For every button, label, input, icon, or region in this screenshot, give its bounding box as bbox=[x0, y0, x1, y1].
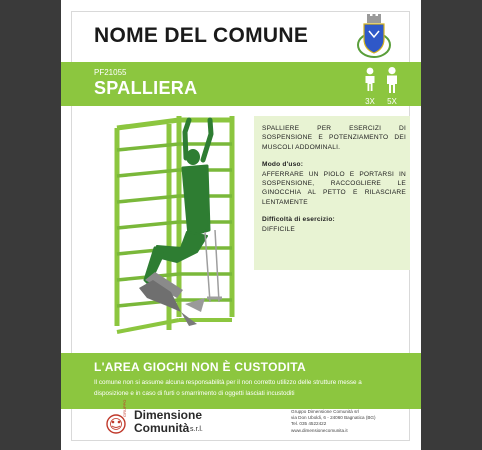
contact-line: www.dimensionecomunita.it bbox=[291, 427, 348, 433]
warning-title: L'AREA GIOCHI NON È CUSTODITA bbox=[94, 360, 307, 374]
age-3-indicator bbox=[359, 63, 381, 107]
brand-suffix: s.r.l. bbox=[190, 426, 203, 433]
brand-name-line2: Comunità bbox=[134, 421, 190, 435]
municipal-crest-icon bbox=[357, 13, 391, 59]
company-contacts bbox=[291, 409, 376, 434]
age-5-label: 5X bbox=[387, 97, 397, 106]
child-icon bbox=[362, 66, 378, 92]
usage-title: Modo d'uso: bbox=[262, 161, 304, 169]
brand-name-line1: Dimensione bbox=[134, 408, 203, 422]
contact-line: Gruppo Dimensione Comunità srl bbox=[291, 409, 359, 414]
product-name: SPALLIERA bbox=[94, 78, 198, 98]
company-logo-icon bbox=[100, 413, 132, 435]
warning-band bbox=[61, 353, 421, 409]
age-5-indicator bbox=[381, 63, 403, 107]
usage-text: AFFERRARE UN PIOLO E PORTARSI IN SOSPENSIONE, RACCOGLIERE LE GINOCCHIA AL PETTO E RILASCIARE LENTAMENTE bbox=[262, 170, 406, 206]
brand-prefix: GRUPPO bbox=[122, 399, 127, 417]
warning-text: Il comune non si assume alcuna responsabilità per il non corretto utilizzo delle strutture messe a disposizione e in caso di furti o smarrimento di oggetti lasciati incustoditi bbox=[94, 379, 362, 397]
contact-line: Tel. 035 4522422 bbox=[291, 421, 327, 427]
product-code: PF21055 bbox=[94, 68, 127, 77]
wall-bars-illustration bbox=[89, 112, 259, 342]
difficulty-value: DIFFICILE bbox=[262, 225, 295, 233]
municipality-title: NOME DEL COMUNE bbox=[94, 24, 309, 47]
child-icon bbox=[384, 66, 400, 94]
description-text: SPALLIERE PER ESERCIZI DI SOSPENSIONE E POTENZIAMENTO DEI MUSCOLI ADDOMINALI. bbox=[262, 125, 406, 151]
info-panel bbox=[254, 116, 410, 270]
signage-poster bbox=[61, 0, 421, 450]
contact-line: via Don Uboldi, 6 - 24060 Bagnatica (BG) bbox=[291, 415, 376, 421]
difficulty-title: Difficoltà di esercizio: bbox=[262, 216, 335, 224]
age-3-label: 3X bbox=[365, 97, 375, 106]
